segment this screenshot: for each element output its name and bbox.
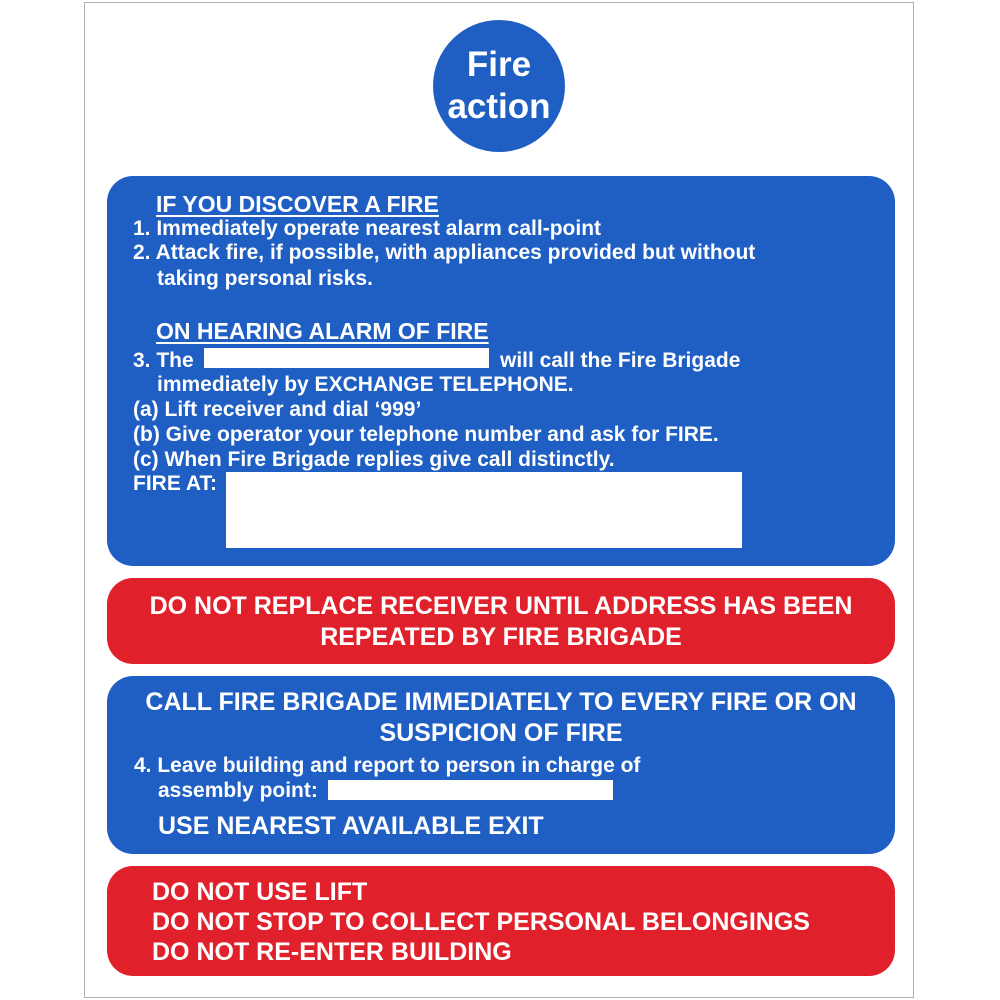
item-3-suffix: will call the Fire Brigade [500, 349, 741, 372]
item-1: 1. Immediately operate nearest alarm call-point [133, 217, 602, 240]
step-b: (b) Give operator your telephone number and ask for FIRE. [133, 423, 719, 446]
discover-heading: IF YOU DISCOVER A FIRE [156, 191, 439, 217]
item-3-line-2: immediately by EXCHANGE TELEPHONE. [157, 373, 574, 396]
receiver-warning-text: DO NOT REPLACE RECEIVER UNTIL ADDRESS HAS BEEN REPEATED BY FIRE BRIGADE [149, 592, 853, 651]
item-4-line-2: assembly point: [158, 779, 318, 802]
title-line-2: action [447, 87, 551, 126]
fire-action-badge [433, 20, 565, 152]
item-3-prefix: 3. The [133, 349, 194, 372]
title-line-1: Fire [466, 45, 532, 84]
item-2-line-1: 2. Attack fire, if possible, with appliances provided but without [133, 241, 756, 264]
no-lift: DO NOT USE LIFT [152, 878, 368, 906]
responsible-person-blank [204, 348, 489, 368]
alarm-heading: ON HEARING ALARM OF FIRE [156, 318, 489, 344]
no-belongings: DO NOT STOP TO COLLECT PERSONAL BELONGINGS [152, 908, 810, 936]
use-nearest-exit: USE NEAREST AVAILABLE EXIT [158, 812, 544, 840]
receiver-warning-panel [107, 578, 895, 664]
call-heading: CALL FIRE BRIGADE IMMEDIATELY TO EVERY FIRE OR ON SUSPICION OF FIRE [145, 688, 857, 747]
fire-at-label: FIRE AT: [133, 472, 217, 495]
instructions-panel [107, 176, 895, 566]
no-reentry: DO NOT RE-ENTER BUILDING [152, 938, 512, 966]
assembly-point-blank [328, 780, 613, 800]
item-2-line-2: taking personal risks. [157, 267, 373, 290]
step-c: (c) When Fire Brigade replies give call distinctly. [133, 448, 615, 471]
evacuation-panel [107, 676, 895, 854]
step-a: (a) Lift receiver and dial ‘999’ [133, 398, 422, 421]
fire-at-address-blank [226, 472, 742, 548]
prohibitions-panel [107, 866, 895, 976]
item-4-line-1: 4. Leave building and report to person in charge of [134, 754, 641, 777]
